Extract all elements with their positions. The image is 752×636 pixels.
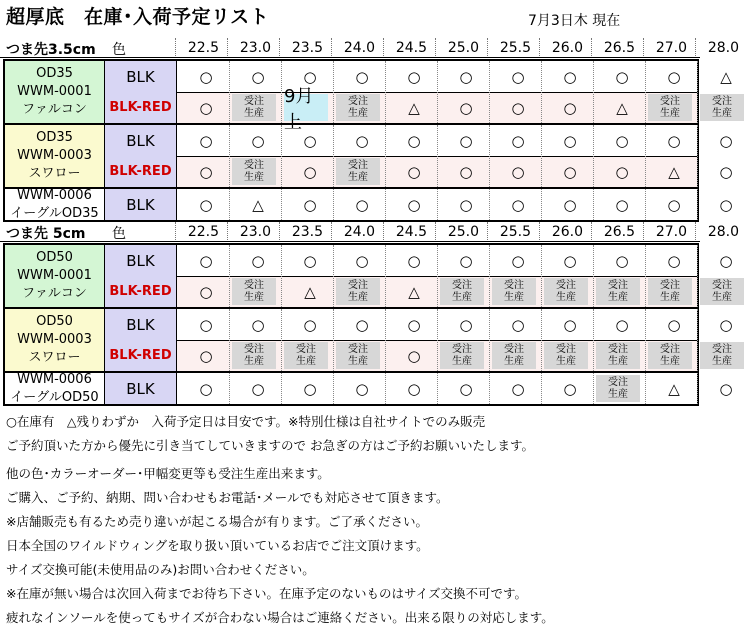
size-label: 26.0 [551, 40, 583, 56]
size-label: 25.0 [447, 40, 479, 56]
made-to-order-cell [336, 342, 380, 369]
size-label: 24.0 [343, 40, 375, 56]
column-divider [541, 189, 542, 220]
made-to-order-label: 受注生産 [244, 159, 264, 183]
column-divider [383, 222, 384, 242]
stock-cell: ○ [563, 251, 577, 270]
column-divider [383, 38, 384, 58]
stock-cell: ○ [459, 98, 473, 117]
stock-cell: ○ [407, 251, 421, 270]
made-to-order-label: 受注生産 [712, 343, 732, 367]
made-to-order-label: 受注生産 [556, 279, 576, 303]
column-divider [281, 245, 282, 307]
arrival-date-cell: 9月上 [284, 94, 328, 121]
column-divider [593, 125, 594, 187]
made-to-order-cell [648, 278, 692, 305]
stock-cell: ○ [511, 195, 525, 214]
column-divider [333, 245, 334, 307]
column-divider [697, 61, 698, 123]
column-divider [229, 309, 230, 371]
model-line: イーグルOD35 [10, 205, 99, 221]
color-column-header: 色 [112, 226, 126, 242]
column-divider [227, 38, 228, 58]
model-line: WWM-0003 [17, 148, 92, 163]
column-divider [281, 309, 282, 371]
stock-cell: ○ [667, 251, 681, 270]
made-to-order-cell [232, 94, 276, 121]
stock-cell: ○ [667, 67, 681, 86]
column-divider [489, 245, 490, 307]
stock-cell: ○ [511, 315, 525, 334]
model-line: ファルコン [22, 102, 87, 117]
column-divider [333, 373, 334, 404]
column-divider [697, 373, 698, 404]
note-line: ご予約頂いた方から優先に引き当てしていきますので お急ぎの方はご予約お願いいたします。 [6, 438, 534, 453]
column-divider [697, 189, 698, 220]
column-divider [281, 125, 282, 187]
stock-cell: ○ [459, 315, 473, 334]
color-cell: BLK [105, 245, 177, 276]
stock-cell: ○ [563, 195, 577, 214]
stock-cell: ○ [511, 67, 525, 86]
model-line: スワロー [28, 166, 81, 181]
made-to-order-label: 受注生産 [660, 343, 680, 367]
column-divider [539, 38, 540, 58]
made-to-order-cell [284, 342, 328, 369]
made-to-order-label: 受注生産 [608, 376, 628, 400]
stock-cell: ○ [459, 131, 473, 150]
column-divider [437, 189, 438, 220]
model-line: イーグルOD50 [10, 389, 99, 405]
stock-cell: △ [304, 282, 316, 301]
size-label: 27.0 [655, 40, 687, 56]
stock-cell: ○ [563, 315, 577, 334]
color-cell: BLK-RED [105, 92, 177, 123]
column-divider [333, 309, 334, 371]
stock-cell: ○ [303, 379, 317, 398]
column-divider [541, 125, 542, 187]
column-divider [697, 309, 698, 371]
stock-cell: ○ [407, 315, 421, 334]
product-group [3, 123, 733, 189]
color-cell: BLK-RED [105, 340, 177, 371]
made-to-order-label: 受注生産 [452, 279, 472, 303]
made-to-order-label: 受注生産 [660, 95, 680, 119]
note-line: ○在庫有 △残りわずか 入荷予定日は目安です。※特別仕様は自社サイトでのみ販売 [6, 414, 486, 429]
model-line: OD50 [36, 314, 73, 329]
stock-cell: ○ [407, 346, 421, 365]
stock-cell: ○ [719, 379, 733, 398]
stock-cell: ○ [615, 251, 629, 270]
stock-cell: ○ [199, 67, 213, 86]
stock-cell: ○ [407, 131, 421, 150]
column-divider [229, 61, 230, 123]
model-cell [5, 373, 105, 404]
size-label: 28.0 [707, 40, 739, 56]
made-to-order-cell [336, 278, 380, 305]
product-group [3, 59, 732, 133]
stock-cell: ○ [615, 162, 629, 181]
size-label: 25.5 [499, 40, 531, 56]
column-divider [437, 373, 438, 404]
stock-cell: ○ [355, 195, 369, 214]
column-divider [435, 38, 436, 58]
column-divider [435, 222, 436, 242]
column-divider [385, 309, 386, 371]
stock-cell: ○ [615, 195, 629, 214]
size-label: 23.5 [291, 40, 323, 56]
model-line: WWM-0006 [17, 187, 92, 203]
stock-cell: ○ [251, 131, 265, 150]
note-line: サイズ交換可能(未使用品のみ)お問い合わせください。 [6, 562, 315, 577]
stock-cell: ○ [563, 67, 577, 86]
column-divider [591, 38, 592, 58]
made-to-order-label: 受注生産 [712, 95, 732, 119]
stock-cell: ○ [303, 251, 317, 270]
made-to-order-label: 受注生産 [712, 279, 732, 303]
made-to-order-cell [232, 278, 276, 305]
column-divider [593, 309, 594, 371]
column-divider [385, 125, 386, 187]
column-divider [229, 189, 230, 220]
column-divider [227, 222, 228, 242]
section-label: つま先 5cm [6, 226, 86, 242]
stock-cell: △ [720, 67, 732, 86]
made-to-order-cell [596, 375, 640, 402]
stock-cell: ○ [199, 346, 213, 365]
column-divider [279, 38, 280, 58]
column-divider [695, 222, 696, 242]
page-title: 超厚底 在庫･入荷予定リスト [6, 6, 270, 28]
made-to-order-label: 受注生産 [504, 343, 524, 367]
column-divider [697, 125, 698, 187]
stock-cell: ○ [355, 315, 369, 334]
made-to-order-cell [232, 158, 276, 185]
stock-cell: ○ [563, 98, 577, 117]
stock-cell: ○ [199, 315, 213, 334]
stock-cell: △ [668, 162, 680, 181]
column-divider [437, 125, 438, 187]
stock-cell: ○ [303, 315, 317, 334]
column-divider [489, 61, 490, 123]
model-line: WWM-0003 [17, 332, 92, 347]
column-divider [489, 125, 490, 187]
size-label: 23.0 [239, 224, 271, 240]
column-divider [385, 373, 386, 404]
color-column-header: 色 [112, 42, 126, 58]
size-label: 24.0 [343, 224, 375, 240]
made-to-order-cell [440, 278, 484, 305]
column-divider [437, 245, 438, 307]
stock-cell: ○ [251, 379, 265, 398]
column-divider [645, 309, 646, 371]
stock-cell: ○ [251, 251, 265, 270]
stock-cell: ○ [719, 162, 733, 181]
model-cell [5, 61, 105, 123]
column-divider [593, 245, 594, 307]
color-cell: BLK-RED [105, 276, 177, 307]
color-cell: BLK-RED [105, 156, 177, 187]
made-to-order-cell [700, 278, 744, 305]
column-divider [645, 373, 646, 404]
size-label: 22.5 [187, 224, 219, 240]
stock-cell: ○ [199, 282, 213, 301]
made-to-order-label: 受注生産 [244, 279, 264, 303]
stock-cell: ○ [303, 162, 317, 181]
model-line: WWM-0006 [17, 371, 92, 387]
stock-cell: ○ [719, 195, 733, 214]
note-line: ※在庫が無い場合は次回入荷までお待ち下さい。在庫予定のないものはサイズ交換不可です。 [6, 586, 527, 601]
column-divider [541, 245, 542, 307]
column-divider [593, 61, 594, 123]
stock-cell: ○ [199, 162, 213, 181]
column-divider [645, 189, 646, 220]
made-to-order-cell [596, 342, 640, 369]
stock-cell: ○ [615, 315, 629, 334]
stock-cell: ○ [615, 131, 629, 150]
size-header-row [0, 38, 739, 58]
column-divider [643, 38, 644, 58]
size-label: 23.0 [239, 40, 271, 56]
column-divider [437, 61, 438, 123]
column-divider [593, 189, 594, 220]
model-line: OD50 [36, 250, 73, 265]
column-divider [331, 38, 332, 58]
size-label: 26.0 [551, 224, 583, 240]
stock-cell: △ [408, 98, 420, 117]
model-line: OD35 [36, 66, 73, 81]
made-to-order-cell [544, 278, 588, 305]
color-cell: BLK [105, 125, 177, 156]
column-divider [541, 309, 542, 371]
stock-cell: ○ [459, 67, 473, 86]
model-cell [5, 309, 105, 371]
stock-cell: ○ [407, 67, 421, 86]
made-to-order-label: 受注生産 [608, 279, 628, 303]
stock-cell: ○ [719, 315, 733, 334]
note-line: 疲れなインソールを使ってもサイズが合わない場合はご連絡ください。出来る限りの対応します。 [6, 610, 554, 625]
stock-cell: ○ [303, 195, 317, 214]
made-to-order-cell [648, 94, 692, 121]
column-divider [279, 222, 280, 242]
made-to-order-label: 受注生産 [504, 279, 524, 303]
made-to-order-label: 受注生産 [556, 343, 576, 367]
stock-cell: ○ [511, 251, 525, 270]
stock-cell: ○ [251, 315, 265, 334]
size-header-row [0, 222, 739, 242]
stock-cell: ○ [459, 162, 473, 181]
stock-cell: ○ [459, 379, 473, 398]
model-line: ファルコン [22, 286, 87, 301]
as-of-date: 7月3日木 現在 [528, 13, 621, 29]
column-divider [541, 373, 542, 404]
made-to-order-cell [336, 94, 380, 121]
stock-cell: ○ [667, 315, 681, 334]
column-divider [385, 189, 386, 220]
model-line: WWM-0001 [17, 84, 92, 99]
color-cell: BLK [105, 189, 177, 220]
size-label: 25.0 [447, 224, 479, 240]
column-divider [487, 38, 488, 58]
column-divider [333, 125, 334, 187]
column-divider [229, 245, 230, 307]
stock-cell: ○ [303, 67, 317, 86]
made-to-order-cell [232, 342, 276, 369]
stock-cell: ○ [407, 162, 421, 181]
size-label: 27.0 [655, 224, 687, 240]
stock-cell: ○ [511, 162, 525, 181]
column-divider [593, 373, 594, 404]
model-cell [5, 245, 105, 307]
made-to-order-label: 受注生産 [348, 95, 368, 119]
stock-cell: ○ [719, 251, 733, 270]
stock-cell: ○ [459, 195, 473, 214]
column-divider [489, 189, 490, 220]
model-line: OD35 [36, 130, 73, 145]
made-to-order-label: 受注生産 [244, 95, 264, 119]
column-divider [385, 245, 386, 307]
stock-cell: ○ [303, 131, 317, 150]
column-divider [645, 61, 646, 123]
stock-cell: ○ [355, 67, 369, 86]
stock-cell: △ [668, 379, 680, 398]
stock-cell: ○ [667, 195, 681, 214]
size-label: 22.5 [187, 40, 219, 56]
column-divider [229, 125, 230, 187]
stock-cell: △ [408, 282, 420, 301]
stock-cell: ○ [199, 379, 213, 398]
column-divider [229, 373, 230, 404]
column-divider [331, 222, 332, 242]
color-cell: BLK [105, 309, 177, 340]
column-divider [643, 222, 644, 242]
made-to-order-label: 受注生産 [296, 343, 316, 367]
product-group [3, 243, 733, 309]
model-cell [5, 125, 105, 187]
size-label: 24.5 [395, 40, 427, 56]
model-line: スワロー [28, 350, 81, 365]
column-divider [541, 61, 542, 123]
stock-cell: ○ [615, 67, 629, 86]
model-line: WWM-0001 [17, 268, 92, 283]
column-divider [385, 61, 386, 123]
made-to-order-label: 受注生産 [660, 279, 680, 303]
section-label: つま先3.5cm [6, 42, 96, 58]
stock-cell: ○ [199, 195, 213, 214]
column-divider [281, 373, 282, 404]
column-divider [437, 309, 438, 371]
made-to-order-cell [440, 342, 484, 369]
color-cell: BLK [105, 373, 177, 404]
size-label: 25.5 [499, 224, 531, 240]
column-divider [175, 38, 176, 58]
column-divider [333, 61, 334, 123]
made-to-order-cell [700, 94, 744, 121]
column-divider [487, 222, 488, 242]
size-label: 26.5 [603, 40, 635, 56]
stock-cell: ○ [251, 67, 265, 86]
column-divider [695, 38, 696, 58]
color-cell: BLK [105, 61, 177, 92]
made-to-order-label: 受注生産 [244, 343, 264, 367]
header-underline [0, 57, 700, 58]
stock-cell: ○ [355, 379, 369, 398]
note-line: ご購入、ご予約、納期、問い合わせもお電話･メールでも対応させて頂きます。 [6, 490, 449, 505]
note-line: ※店舗販売も有るため売り違いが起こる場合が有ります。ご了承ください。 [6, 514, 428, 529]
column-divider [175, 222, 176, 242]
made-to-order-cell [700, 342, 744, 369]
header-underline [0, 241, 700, 242]
made-to-order-cell [596, 278, 640, 305]
made-to-order-cell [544, 342, 588, 369]
model-cell [5, 189, 105, 220]
stock-cell: ○ [719, 131, 733, 150]
size-label: 28.0 [707, 224, 739, 240]
column-divider [333, 189, 334, 220]
made-to-order-cell [648, 342, 692, 369]
made-to-order-label: 受注生産 [608, 343, 628, 367]
column-divider [697, 245, 698, 307]
stock-cell: △ [616, 98, 628, 117]
made-to-order-cell [336, 158, 380, 185]
product-group [3, 187, 733, 222]
stock-cell: ○ [199, 98, 213, 117]
column-divider [591, 222, 592, 242]
stock-cell: ○ [407, 379, 421, 398]
stock-cell: ○ [667, 131, 681, 150]
column-divider [489, 309, 490, 371]
size-label: 23.5 [291, 224, 323, 240]
stock-cell: ○ [511, 379, 525, 398]
column-divider [645, 245, 646, 307]
stock-cell: ○ [355, 131, 369, 150]
stock-cell: ○ [355, 251, 369, 270]
stock-cell: ○ [199, 251, 213, 270]
note-line: 他の色･カラーオーダー･甲幅変更等も受注生産出来ます。 [6, 466, 330, 481]
stock-cell: ○ [563, 131, 577, 150]
made-to-order-label: 受注生産 [452, 343, 472, 367]
stock-cell: ○ [511, 98, 525, 117]
column-divider [281, 61, 282, 123]
made-to-order-label: 受注生産 [348, 279, 368, 303]
stock-cell: ○ [407, 195, 421, 214]
made-to-order-cell [492, 278, 536, 305]
stock-cell: ○ [563, 379, 577, 398]
product-group [3, 371, 733, 406]
made-to-order-label: 受注生産 [348, 343, 368, 367]
stock-cell: ○ [563, 162, 577, 181]
column-divider [539, 222, 540, 242]
made-to-order-cell [492, 342, 536, 369]
product-group [3, 307, 733, 373]
stock-cell: ○ [199, 131, 213, 150]
column-divider [645, 125, 646, 187]
column-divider [489, 373, 490, 404]
stock-cell: ○ [459, 251, 473, 270]
stock-cell: ○ [511, 131, 525, 150]
size-label: 26.5 [603, 224, 635, 240]
made-to-order-label: 受注生産 [348, 159, 368, 183]
stock-cell: △ [252, 195, 264, 214]
note-line: 日本全国のワイルドウィングを取り扱い頂いているお店でご注文頂けます。 [6, 538, 429, 553]
column-divider [281, 189, 282, 220]
size-label: 24.5 [395, 224, 427, 240]
